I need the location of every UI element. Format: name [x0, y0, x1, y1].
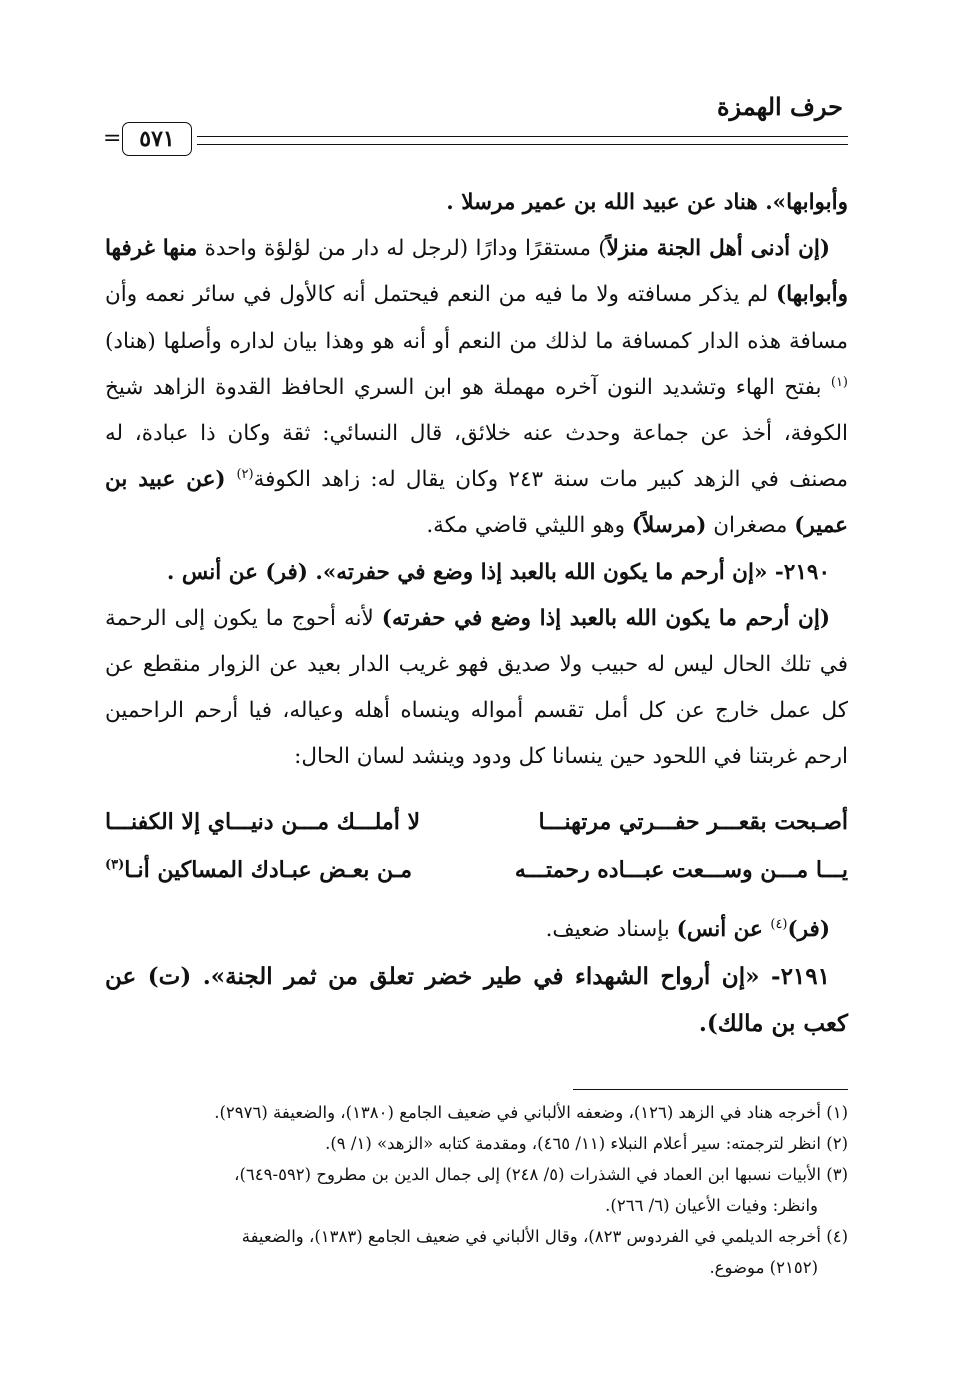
footnote-4-continued: (٢١٥٢) موضوع. [709, 1258, 818, 1277]
footnote-marker: (٤) [770, 916, 788, 932]
quoted-text: منها غرفها وأبوابها) [105, 236, 848, 308]
poem-line [105, 798, 848, 846]
footnote-marker: (٢) [236, 467, 254, 483]
page-number: ٥٧١ [139, 126, 175, 152]
footnote-marker: (٣) [105, 857, 125, 873]
paragraph-commentary-2 [105, 596, 848, 781]
commentary-text: مصغران [706, 513, 795, 539]
footnotes [105, 1097, 848, 1283]
footnote-4: (٤) أخرجه الديلمي في الفردوس ٨٢٣)، وقال الألباني في ضعيف الجامع (١٣٨٣)، والضعيفة [241, 1227, 848, 1246]
hadith-2191 [105, 953, 848, 1047]
hadith-text: - «إن أرحم ما يكون الله بالعبد إذا وضع في حفرته». (فر) عن أنس . [166, 559, 784, 585]
poem-source: (فر)$^{(٤)}$ عن أنس) بإسناد ضعيف. [545, 916, 830, 942]
poem-line [105, 846, 848, 894]
poem-hemistich: لا أملـــك مـــن دنيـــاي إلا الكفنـــا [105, 809, 421, 835]
footnote-3: (٣) الأبيات نسبها ابن العماد في الشذرات (٥/ ٢٤٨) إلى جمال الدين بن مطروح (٥٩٢-٦٤٩)، [234, 1165, 848, 1184]
poem-hemistich: أصـبحت بقعـــر حفـــرتي مرتهنـــا [538, 809, 848, 835]
hadith-number: ٢١٩٠ [783, 559, 830, 585]
page-number-box [122, 122, 192, 156]
poem-hemistich: مـن بعـض عبـادك المساكين أنـا$^{(٣)}$ [105, 857, 412, 883]
footnote-2: (٢) انظر لترجمته: سير أعلام النبلاء (١١/ ٤٦٥)، ومقدمة كتابه «الزهد» (١/ ٩). [325, 1134, 848, 1153]
quoted-text: (عن عبيد بن عمير) [105, 467, 848, 539]
footnote-1: (١) أخرجه هناد في الزهد (١٢٦)، وضعفه الألباني في ضعيف الجامع (١٣٨٠)، والضعيفة (٢٩٧٦). [214, 1103, 848, 1122]
page-number-ornament: = [103, 126, 122, 151]
hadith-number: ٢١٩١ [780, 963, 830, 990]
main-text [105, 180, 848, 781]
commentary-text: بفتح الهاء وتشديد النون آخره مهملة هو ابن السري الحافظ القدوة الزاهد شيخ الكوفة، أخذ عن جماعة وحدث عنه خلائق، قال النسائي: ثقة وكان ذا عبادة، له مصنف في الزهد كبير مات سنة ٢٤٣ وكان يقال له: زاهد الكوفة [105, 374, 848, 493]
quoted-text: (إن أرحم ما يكون الله بالعبد إذا وضع في حفرته) [381, 605, 830, 631]
poem [105, 798, 848, 894]
commentary-text: مستقرًا ودارًا (لرجل له دار من لؤلؤة واحدة [197, 236, 599, 262]
header-double-rule [197, 136, 848, 145]
commentary-text: لم يذكر مسافته ولا ما فيه من النعم فيحتمل أنه كالأول في سائر نعمه وأن مسافة هذه الدار كمسافة ما لذلك من النعم أو أنه هو وهذا بيان لداره وأصلها (هناد) [105, 282, 848, 354]
hadith-text: - «إن أرواح الشهداء في طير خضر تعلق من ثمر الجنة». (ت) عن كعب بن مالك). [105, 963, 848, 1037]
footnote-3-continued: وانظر: وفيات الأعيان (٦/ ٢٦٦). [605, 1196, 818, 1215]
hadith-2190 [105, 550, 848, 596]
running-header-title: حرف الهمزة [716, 92, 843, 121]
commentary-text: وهو الليثي قاضي مكة. [426, 513, 632, 539]
commentary-text: لأنه أحوج ما يكون إلى الرحمة في تلك الحال ليس له حبيب ولا صديق فهو غريب الدار بعيد عن الزوار منقطع عن كل عمل خارج عن كل أمل تقسم أمواله وينساه أهله وعياله، فيا أرحم الراحمين ارحم غربتنا في اللحود حين ينسانا كل ودود وينشد لسان الحال: [105, 605, 848, 770]
paragraph-intro: وأبوابها». هناد عن عبيد الله بن عمير مرسلا . [446, 190, 848, 215]
paragraph-commentary-1: (إن أدنى أهل الجنة منزلاً) مستقرًا ودارًا (لرجل له دار من لؤلؤة واحدة منها غرفها وأبوابها) لم يذكر مسافته ولا ما فيه من النعم فيحتمل أنه كالأول في سائر نعمه وأن مسافة هذه الدار كمسافة ما لذلك من النعم أو أنه هو وهذا بيان لداره وأصلها (هناد)$^{(١)}$ بفتح الهاء وتشديد النون آخره مهملة هو ابن السري الحافظ القدوة الزاهد شيخ الكوفة، أخذ عن جماعة وحدث عنه خلائق، قال النسائي: ثقة وكان ذا عبادة، له مصنف في الزهد كبير مات سنة ٢٤٣ وكان يقال له: زاهد الكوفة$^{(٢)}$ (عن عبيد بن عمير) مصغران (مرسلاً) وهو الليثي قاضي مكة. [105, 236, 848, 539]
footnote-separator [573, 1089, 848, 1090]
poem-hemistich: يـــا مـــن وســـعت عبـــاده رحمتـــه [514, 857, 848, 883]
footnote-marker: (١) [830, 374, 848, 390]
quoted-text: (إن أدنى أهل الجنة منزلاً [606, 236, 831, 262]
main-text-continued [105, 906, 848, 1047]
quoted-text: (مرسلاً) [631, 513, 707, 539]
